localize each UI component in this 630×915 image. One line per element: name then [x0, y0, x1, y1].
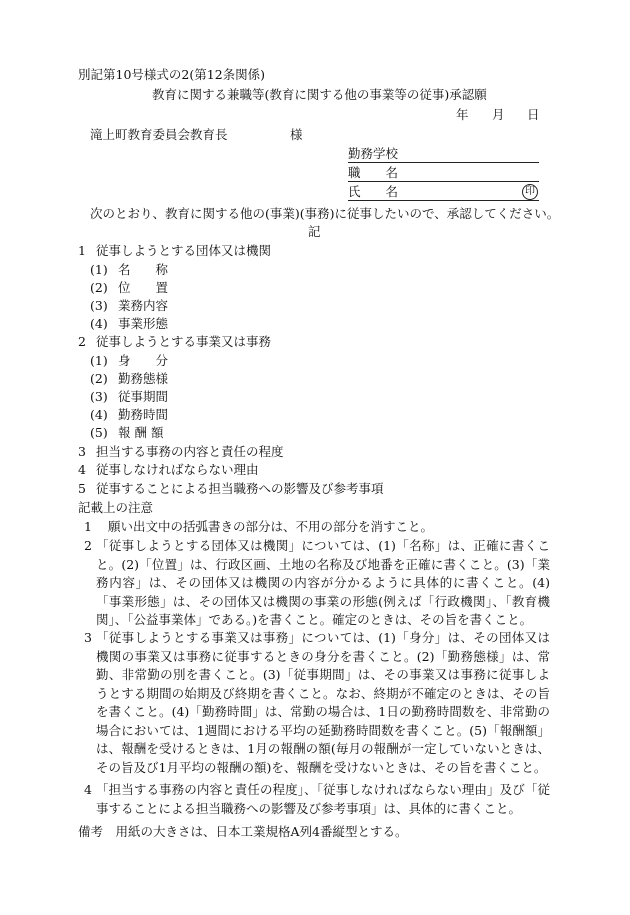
item-1-4-num: (4): [90, 316, 108, 331]
item-1-1-label: 名 称: [118, 262, 169, 277]
item-2-1-label: 身 分: [118, 353, 169, 368]
item-2-3-label: 従事期間: [118, 389, 169, 404]
date-day-label: 日: [527, 107, 540, 122]
name-label: 氏 名: [348, 184, 399, 199]
note-3-text: 「従事しようとする事業又は事務」については、(1)「身分」は、その団体又は機関の事業又は事務に従事するときの身分を書くこと。(2)「勤務態様」は、常勤、非常勤の別を書くこと。(3)「従事期間」は、その事業又は事務に従事しようとする期間の始期及び終期を書くこと。なお、終期が不確定のときは、その旨を書くこと。(4)「勤務時間」は、常勤の場合は、1日の勤務時間数を、非常勤の場合においては、1週間における平均の延勤務時間数を書くこと。(5)「報酬額」は、報酬を受けるときは、1月の報酬の額(毎月の報酬が一定していないときは、その旨及び1月平均の報酬の額)を、報酬を受けないときは、その旨を書くこと。: [96, 630, 550, 775]
item-2-4-label: 勤務時間: [118, 407, 169, 422]
item-2-5-num: (5): [90, 425, 108, 440]
item-1-2-num: (2): [90, 280, 108, 295]
school-field[interactable]: [348, 146, 539, 163]
request-text: 次のとおり、教育に関する他の(事業)(事務)に従事したいので、承認してください。: [90, 206, 560, 221]
item-2-2-label: 勤務態様: [118, 371, 169, 386]
form-id: 別記第10号様式の2(第12条関係): [78, 67, 266, 82]
note-4-num: 4: [84, 782, 92, 797]
item-1-3-num: (3): [90, 298, 108, 313]
note-2-num: 2: [84, 538, 92, 553]
item-2-label: 従事しようとする事業又は事務: [96, 334, 272, 349]
item-2-1-num: (1): [90, 353, 108, 368]
document-title: 教育に関する兼職等(教育に関する他の事業等の従事)承認願: [152, 87, 487, 102]
item-3-label: 担当する事務の内容と責任の程度: [96, 444, 284, 459]
date-year-label: 年: [456, 107, 469, 122]
item-2-2-num: (2): [90, 371, 108, 386]
note-1-num: 1: [84, 519, 92, 534]
item-2-num: 2: [78, 334, 86, 349]
item-2-3-num: (3): [90, 389, 108, 404]
item-2-5-label: 報 酬 額: [118, 425, 164, 440]
addressee-name: 滝上町教育委員会教育長: [90, 127, 228, 142]
item-1-label: 従事しようとする団体又は機関: [96, 243, 272, 258]
addressee-honorific: 様: [290, 127, 303, 142]
name-field[interactable]: [348, 184, 539, 201]
post-label: 職 名: [348, 165, 399, 180]
item-5-num: 5: [78, 481, 86, 496]
note-3-num: 3: [84, 630, 92, 645]
note-2-text: 「従事しようとする団体又は機関」については、(1)「名称」は、正確に書くこと。(2)「位置」は、行政区画、土地の名称及び地番を正確に書くこと。(3)「業務内容」は、その団体又は機関の内容が分かるように具体的に書くこと。(4)「事業形態」は、その団体又は機関の事業の形態(例えば「行政機関」、「教育機関」、「公益事業体」である。)を書くこと。確定のときは、その旨を書くこと。: [96, 538, 550, 627]
item-1-1-num: (1): [90, 262, 108, 277]
seal-mark: 印: [522, 184, 538, 200]
item-4-label: 従事しなければならない理由: [96, 462, 259, 477]
item-1-num: 1: [78, 243, 86, 258]
note-1-text: 願い出文中の括弧書きの部分は、不用の部分を消すこと。: [108, 519, 434, 534]
item-1-4-label: 事業形態: [118, 316, 169, 331]
post-field[interactable]: [348, 165, 539, 182]
school-label: 勤務学校: [348, 146, 399, 161]
remark-text: 備考 用紙の大きさは、日本工業規格A列4番縦型とする。: [78, 824, 408, 839]
item-1-3-label: 業務内容: [118, 298, 169, 313]
date-month-label: 月: [492, 107, 505, 122]
item-3-num: 3: [78, 444, 86, 459]
item-1-2-label: 位 置: [118, 280, 169, 295]
item-4-num: 4: [78, 462, 86, 477]
record-label: 記: [308, 224, 321, 239]
note-4-text: 「担当する事務の内容と責任の程度」、「従事しなければならない理由」及び「従事することによる担当職務への影響及び参考事項」は、具体的に書くこと。: [96, 782, 550, 816]
item-2-4-num: (4): [90, 407, 108, 422]
item-5-label: 従事することによる担当職務への影響及び参考事項: [96, 481, 384, 496]
notes-heading: 記載上の注意: [78, 500, 154, 515]
